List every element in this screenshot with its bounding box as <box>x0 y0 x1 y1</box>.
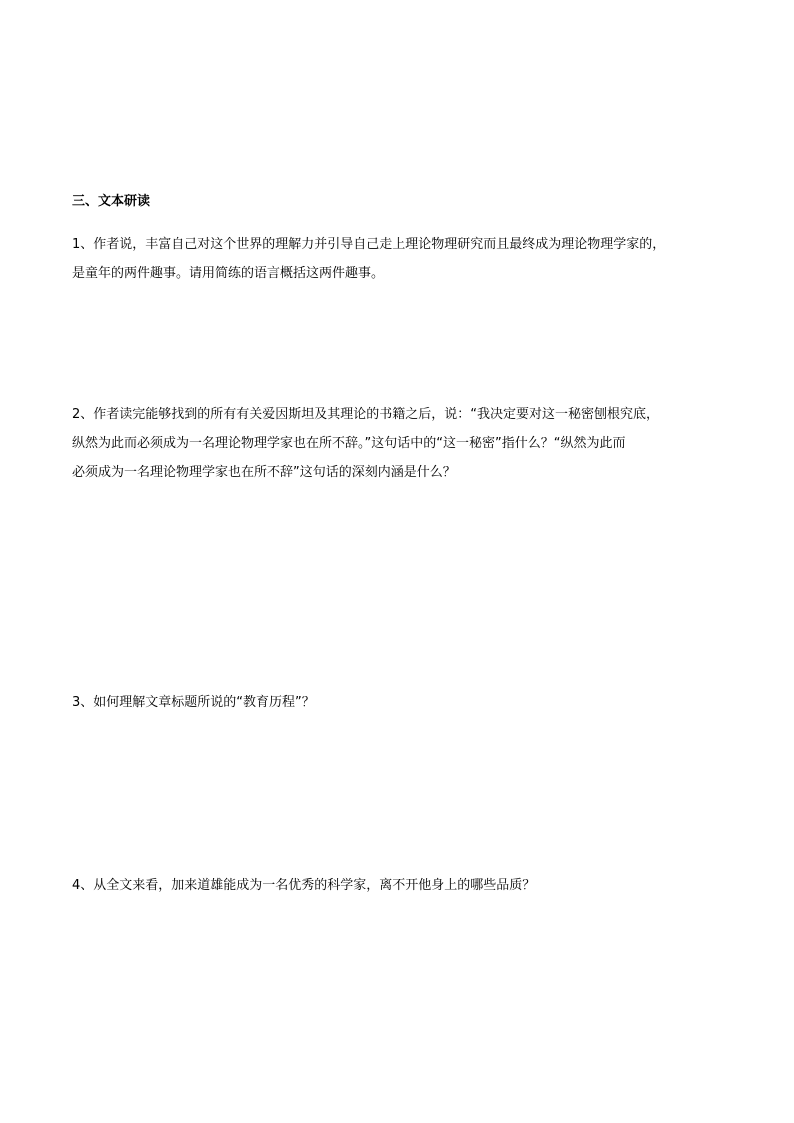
question-3 <box>72 688 722 717</box>
question-2-line-1: 2、作者读完能够找到的所有有关爱因斯坦及其理论的书籍之后，说：“我决定要对这一秘密刨根究底， <box>72 407 660 422</box>
question-4 <box>72 871 722 900</box>
question-1-line-1: 1、作者说，丰富自己对这个世界的理解力并引导自己走上理论物理研究而且最终成为理论物理学家的， <box>72 237 666 252</box>
question-4-line-1: 4、从全文来看，加来道雄能成为一名优秀的科学家，离不开他身上的哪些品质？ <box>72 878 536 893</box>
section-title: 三、文本研读 <box>72 194 151 209</box>
question-2 <box>72 400 722 487</box>
question-1-line-2: 是童年的两件趣事。请用简练的语言概括这两件趣事。 <box>72 266 385 281</box>
question-3-line-1: 3、如何理解文章标题所说的“教育历程”？ <box>72 695 315 710</box>
question-2-line-3: 必须成为一名理论物理学家也在所不辞”这句话的深刻内涵是什么？ <box>72 465 456 480</box>
question-1 <box>72 230 722 288</box>
question-2-line-2: 纵然为此而必须成为一名理论物理学家也在所不辞。”这句话中的“这一秘密”指什么？“纵然为此而 <box>72 436 626 451</box>
